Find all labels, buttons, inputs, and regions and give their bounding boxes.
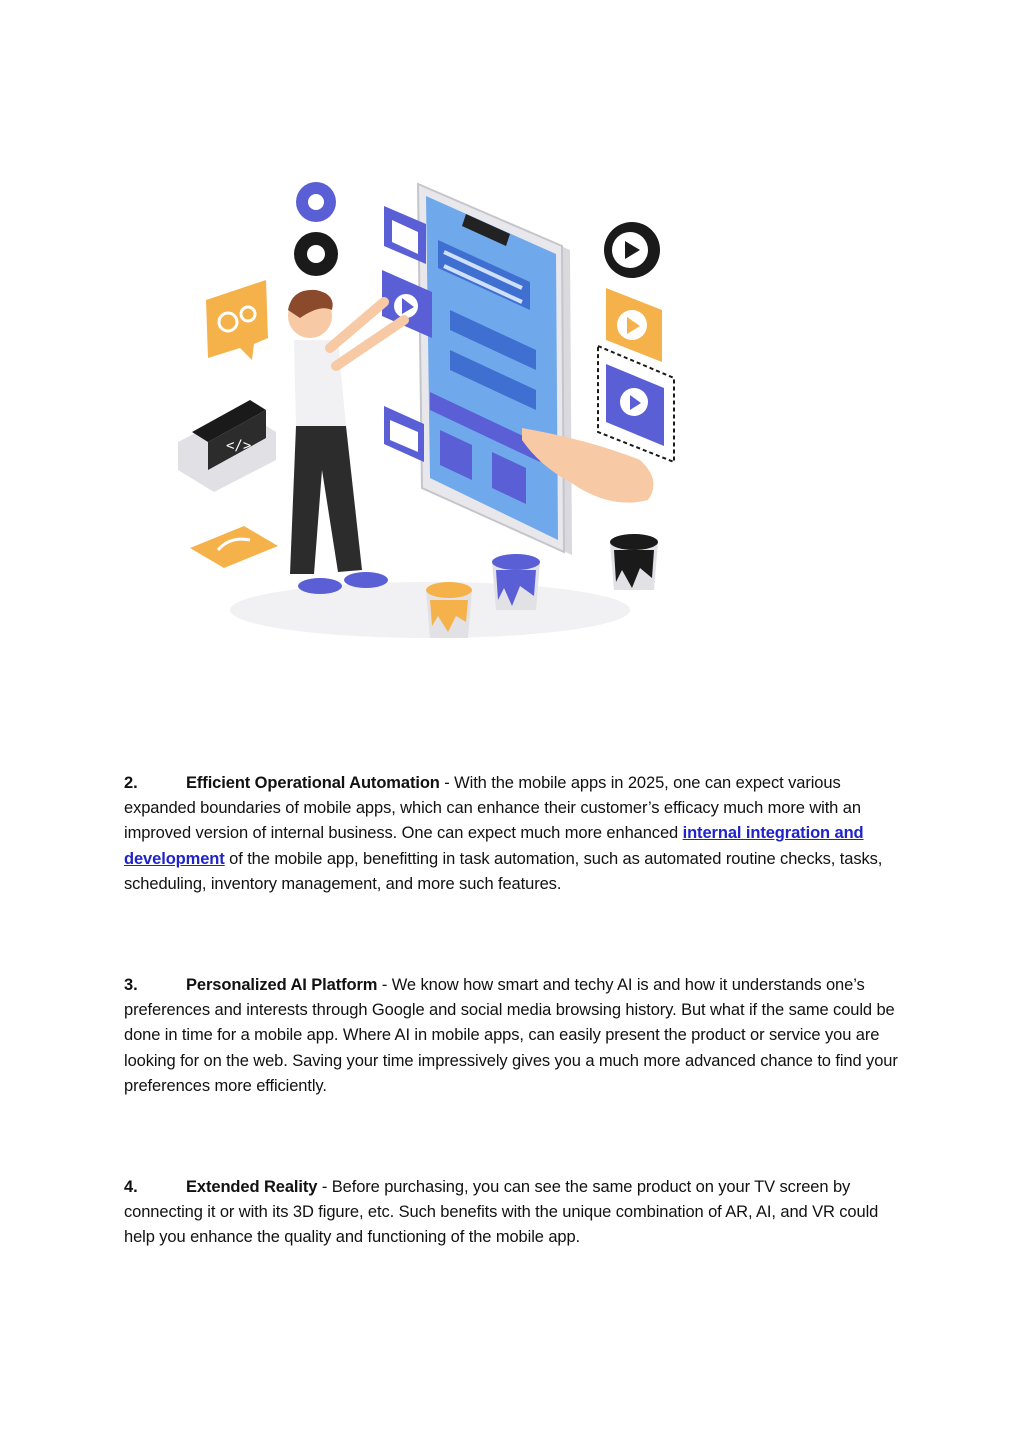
svg-text:</>: </> [226,438,252,454]
selected-play-icon [598,346,674,462]
paint-bucket-blue-icon [492,554,540,610]
orange-play-icon [606,288,662,362]
gear-icon [294,182,338,276]
paint-bucket-orange-icon [426,582,472,638]
list-item-extended-reality [124,1175,904,1251]
tile-icon [190,526,278,568]
item-title: Extended Reality [186,1178,318,1196]
play-button-icon [604,222,660,278]
phone-icon [418,184,572,555]
item-text: - With the mobile apps in 2025, one can expect various expanded boundaries of mobile apps, which can enhance their customer’s efficacy much more with an improved version of internal business. One can expect much more enhanced [124,774,861,843]
item-title: Efficient Operational Automation [186,774,440,792]
item-title: Personalized AI Platform [186,976,378,994]
internal-integration-link[interactable]: internal integration and development [124,824,864,868]
settings-bubble-icon [206,280,268,360]
item-text-continued: of the mobile app, benefitting in task automation, such as automated routine checks, tasks, scheduling, inventory management, and more such features. [124,849,883,893]
paint-bucket-black-icon [610,534,658,590]
item-number: 2. [124,774,138,792]
mobile-app-development-illustration [170,170,690,660]
mail-icon [384,406,424,462]
list-item-personalized-ai-platform [124,973,904,1099]
code-box-icon [178,400,276,492]
item-text: - We know how smart and techy AI is and how it understands one’s preferences and interests through Google and social media browsing history. But what if the same could be done in time for a mobile app. Where AI in mobile apps, can easily present the product or service you are looking for on the web. Saving your time impressively gives you a much more advanced chance to find your preferences more efficiently. [124,976,898,1095]
list-item-efficient-operational-automation [124,771,904,897]
item-number: 3. [124,976,138,994]
item-number: 4. [124,1178,138,1196]
item-text: - Before purchasing, you can see the same product on your TV screen by connecting it or with its 3D figure, etc. Such benefits with the unique combination of AR, AI, and VR could help you enhance the quality and functioning of the mobile app. [124,1178,879,1247]
